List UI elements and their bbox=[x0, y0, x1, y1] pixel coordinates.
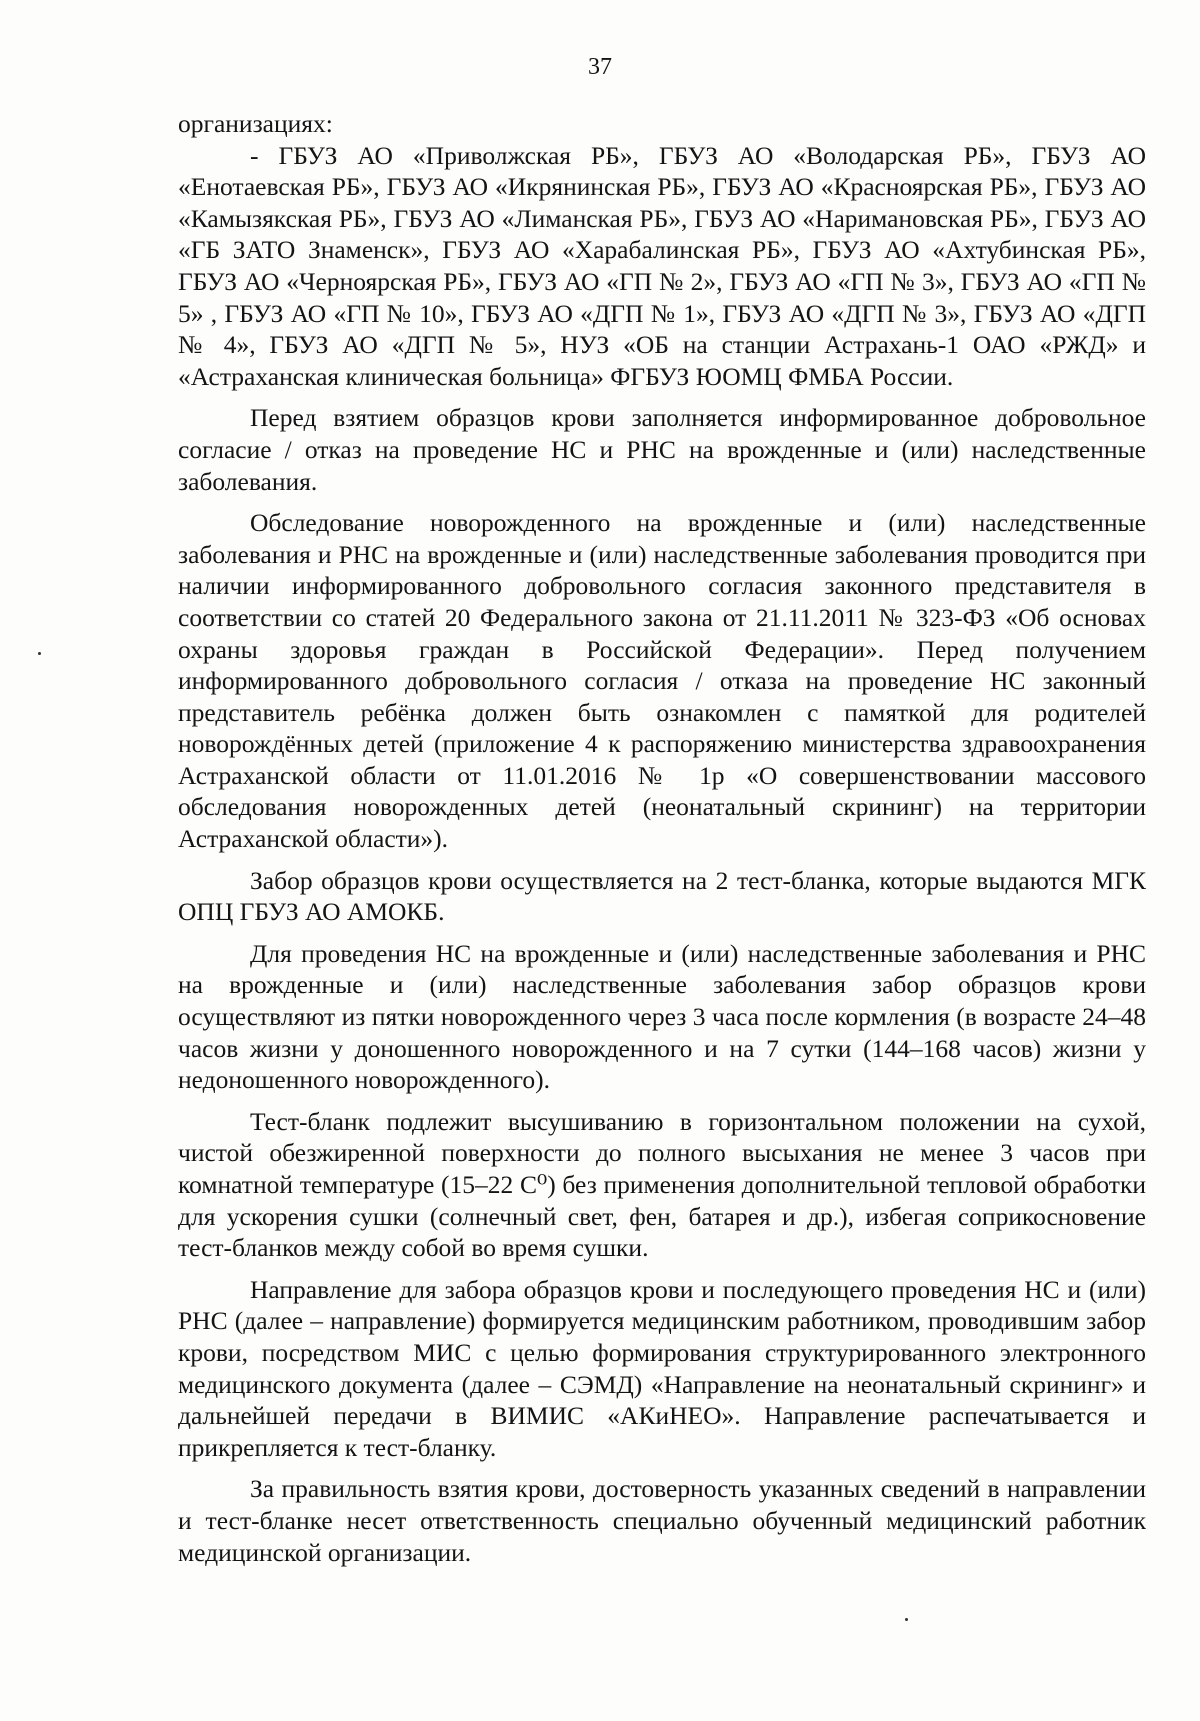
paragraph-responsibility: За правильность взятия крови, достоверность указанных сведений в направлении и тест-бланке несет ответственность специально обученный медицинский работник медицинской организации. bbox=[178, 1474, 1146, 1567]
paragraph-examination-consent: Обследование новорожденного на врожденные и (или) наследственные заболевания и РНС на врожденные и (или) наследственные заболевания проводится при наличии информированного добровольного согласия законного представителя в соответствии со статей 20 Федерального закона от 21.11.2011 № 323-ФЗ «Об основах охраны здоровья граждан в Российской Федерации». Перед получением информированного добровольного согласия / отказа на проведение НС законный представитель ребёнка должен быть ознакомлен с памяткой для родителей новорождённых детей (приложение 4 к распоряжению министерства здравоохранения Астраханской области от 11.01.2016 № 1р «О совершенствовании массового обследования новорожденных детей (неонатальный скрининг) на территории Астраханской области»). bbox=[178, 508, 1146, 854]
paragraph-blood-sampling: Для проведения НС на врожденные и (или) наследственные заболевания и РНС на врожденные и (или) наследственные заболевания забор образцов крови осуществляют из пятки новорожденного через 3 часа после кормления (в возрасте 24–48 часов жизни у доношенного новорожденного и на 7 сутки (144–168 часов) жизни у недоношенного новорожденного). bbox=[178, 938, 1146, 1095]
paragraph-test-blanks: Забор образцов крови осуществляется на 2 тест-бланка, которые выдаются МГК ОПЦ ГБУЗ АО АМОКБ. bbox=[178, 865, 1146, 927]
document-body bbox=[178, 108, 1146, 1578]
organization-list-paragraph: - ГБУЗ АО «Приволжская РБ», ГБУЗ АО «Володарская РБ», ГБУЗ АО «Енотаевская РБ», ГБУЗ АО «Икрянинская РБ», ГБУЗ АО «Красноярская РБ», ГБУЗ АО «Камызякская РБ», ГБУЗ АО «Лиманская РБ», ГБУЗ АО «Наримановская РБ», ГБУЗ АО «ГБ ЗАТО Знаменск», ГБУЗ АО «Харабалинская РБ», ГБУЗ АО «Ахтубинская РБ», ГБУЗ АО «Черноярская РБ», ГБУЗ АО «ГП № 2», ГБУЗ АО «ГП № 3», ГБУЗ АО «ГП № 5» , ГБУЗ АО «ГП № 10», ГБУЗ АО «ДГП № 1», ГБУЗ АО «ДГП № 3», ГБУЗ АО «ДГП № 4», ГБУЗ АО «ДГП № 5», НУЗ «ОБ на станции Астрахань-1 ОАО «РЖД» и «Астраханская клиническая больница» ФГБУЗ ЮОМЦ ФМБА России. bbox=[178, 140, 1146, 391]
lead-line: организациях: bbox=[178, 109, 333, 138]
paragraph-referral: Направление для забора образцов крови и последующего проведения НС и (или) РНС (далее – направление) формируется медицинским работником, проводившим забор крови, посредством МИС с целью формирования структурированного электронного медицинского документа (далее – СЭМД) «Направление на неонатальный скрининг» и дальнейшей передачи в ВИМИС «АКиНЕО». Направление распечатывается и прикрепляется к тест-бланку. bbox=[178, 1274, 1146, 1462]
paragraph-drying: Тест-бланк подлежит высушиванию в горизонтальном положении на сухой, чистой обезжиренной поверхности до полного высыхания не менее 3 часов при комнатной температуре (15–22 С⁰) без применения дополнительной тепловой обработки для ускорения сушки (солнечный свет, фен, батарея и др.), избегая соприкосновение тест-бланков между собой во время сушки. bbox=[178, 1106, 1146, 1263]
scan-speck bbox=[38, 652, 41, 655]
scan-speck bbox=[905, 1618, 908, 1621]
page-number: 37 bbox=[588, 54, 612, 80]
paragraph-consent-form: Перед взятием образцов крови заполняется информированное добровольное согласие / отказ на проведение НС и РНС на врожденные и (или) наследственные заболевания. bbox=[178, 403, 1146, 496]
